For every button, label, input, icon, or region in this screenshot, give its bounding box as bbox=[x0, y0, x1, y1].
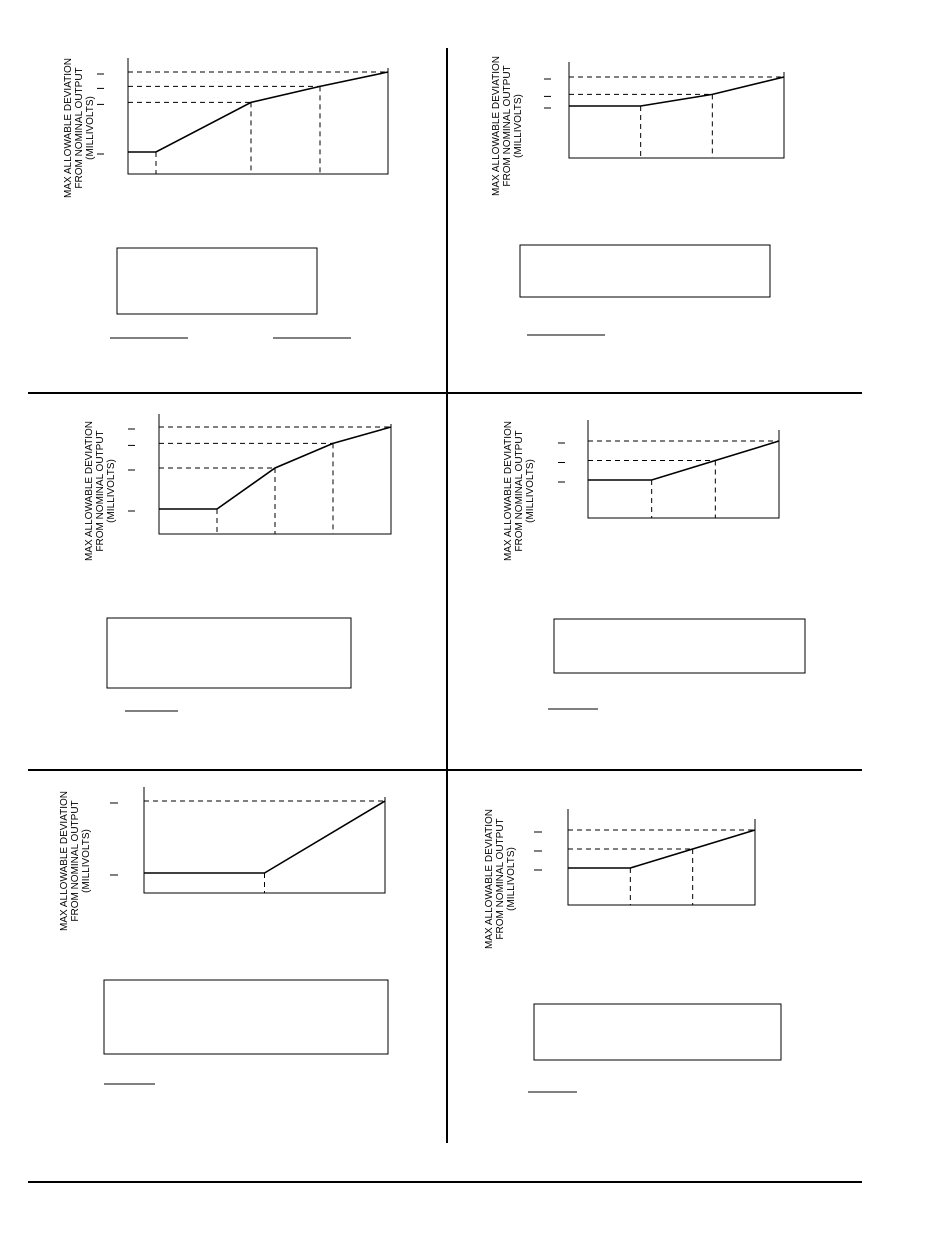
y-axis-label-line: FROM NOMINAL OUTPUT bbox=[514, 430, 525, 552]
y-axis-label-line: (MILLIVOLTS) bbox=[525, 459, 536, 523]
blank-entry-box bbox=[104, 980, 388, 1054]
blank-entry-box bbox=[554, 619, 805, 673]
y-axis-label-line: MAX ALLOWABLE DEVIATION bbox=[84, 420, 95, 562]
y-axis-label-line: (MILLIVOLTS) bbox=[513, 94, 524, 158]
panel-2 bbox=[491, 56, 784, 335]
limit-curve bbox=[144, 801, 385, 873]
blank-entry-box bbox=[520, 245, 770, 297]
blank-entry-box bbox=[117, 248, 317, 314]
panel-5 bbox=[59, 787, 388, 1084]
y-axis-label-line: (MILLIVOLTS) bbox=[85, 96, 96, 160]
y-axis-label bbox=[503, 421, 536, 561]
y-axis-label bbox=[484, 809, 517, 949]
y-axis-label-line: FROM NOMINAL OUTPUT bbox=[74, 67, 85, 189]
y-axis-label bbox=[491, 56, 524, 196]
limit-curve bbox=[569, 77, 784, 106]
graphs bbox=[59, 56, 805, 1092]
y-axis-label bbox=[84, 421, 117, 561]
y-axis-label-line: FROM NOMINAL OUTPUT bbox=[495, 818, 506, 940]
panel-1 bbox=[63, 58, 388, 338]
y-axis-label-line: MAX ALLOWABLE DEVIATION bbox=[59, 790, 70, 932]
axes bbox=[128, 58, 388, 174]
y-axis-label-line: (MILLIVOLTS) bbox=[81, 829, 92, 893]
grid-dividers bbox=[28, 48, 862, 1182]
y-axis-label-line: FROM NOMINAL OUTPUT bbox=[70, 800, 81, 922]
y-axis-label-line: FROM NOMINAL OUTPUT bbox=[502, 65, 513, 187]
y-axis-label-line: MAX ALLOWABLE DEVIATION bbox=[484, 808, 495, 950]
y-axis-label-line: MAX ALLOWABLE DEVIATION bbox=[491, 55, 502, 197]
blank-entry-box bbox=[534, 1004, 781, 1060]
y-axis-label-line: FROM NOMINAL OUTPUT bbox=[95, 430, 106, 552]
blank-entry-box bbox=[107, 618, 351, 688]
y-axis-label bbox=[59, 791, 92, 931]
limit-curve bbox=[128, 72, 388, 152]
panel-4 bbox=[503, 420, 805, 709]
y-axis-label-line: MAX ALLOWABLE DEVIATION bbox=[63, 57, 74, 199]
axes bbox=[569, 62, 784, 158]
y-axis-label-line: (MILLIVOLTS) bbox=[106, 459, 117, 523]
y-axis-label-line: (MILLIVOLTS) bbox=[506, 847, 517, 911]
y-axis-label-line: MAX ALLOWABLE DEVIATION bbox=[503, 420, 514, 562]
y-axis-label bbox=[63, 58, 96, 198]
axes bbox=[588, 420, 779, 518]
panel-3 bbox=[84, 414, 391, 711]
panel-6 bbox=[484, 809, 781, 1092]
axes bbox=[568, 809, 755, 905]
